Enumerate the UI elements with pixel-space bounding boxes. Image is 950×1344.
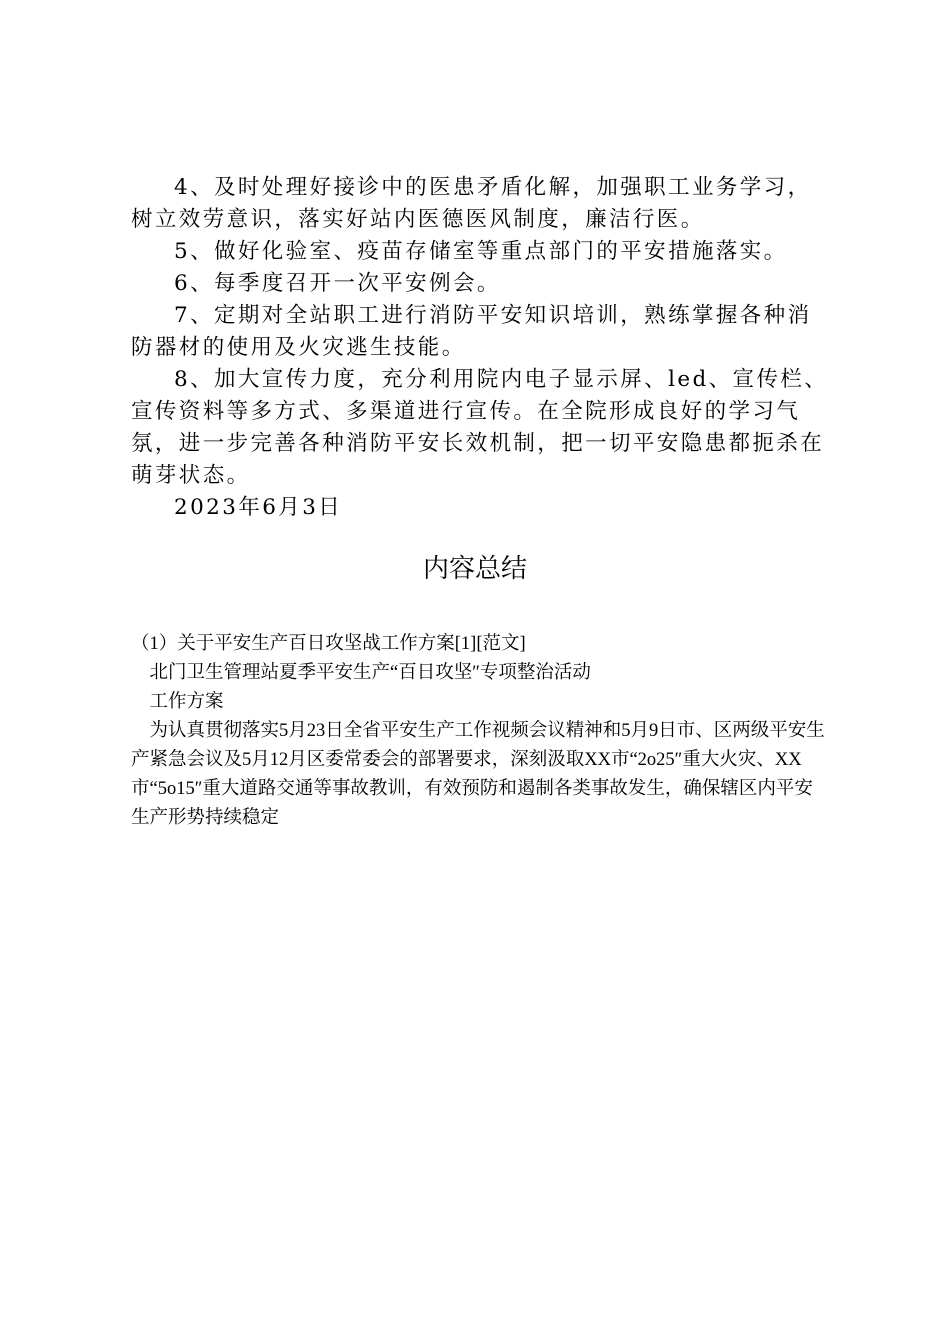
summary-heading: 内容总结 — [422, 554, 527, 584]
summary-line-title: （1）关于平安生产百日攻坚战工作方案[1][范文] — [131, 634, 526, 654]
summary-line-body: 为认真贯彻落实5月23日全省平安生产工作视频会议精神和5月9日市、区两级平安生产紧急会议及5月12月区委常委会的部署要求，深刻汲取XX市“2o25″重大火灾、XX市“5o15″重大道路交通等事故教训，有效预防和遏制各类事故发生，确保辖区内平安生产形势持续稳定 — [131, 721, 825, 828]
item-7-paragraph: 7、定期对全站职工进行消防平安知识培训，熟练掌握各种消防器材的使用及火灾逃生技能。 — [131, 303, 812, 360]
summary-line-activity: 北门卫生管理站夏季平安生产“百日攻坚″专项整治活动 — [149, 663, 591, 683]
item-8-paragraph: 8、加大宣传力度，充分利用院内电子显示屏、led、宣传栏、宣传资料等多方式、多渠道进行宣传。在全院形成良好的学习气氛，进一步完善各种消防平安长效机制，把一切平安隐患都扼杀在萌芽状态。 — [131, 367, 829, 488]
document-date: 2023年6月3日 — [174, 495, 343, 520]
summary-line-plan: 工作方案 — [149, 692, 224, 712]
summary-text — [131, 630, 831, 833]
item-6-paragraph: 6、每季度召开一次平安例会。 — [174, 271, 501, 296]
item-5-paragraph: 5、做好化验室、疫苗存储室等重点部门的平安措施落实。 — [174, 239, 788, 264]
item-4-paragraph: 4、及时处理好接诊中的医患矛盾化解，加强职工业务学习，树立效劳意识，落实好站内医德医风制度，廉洁行医。 — [131, 175, 812, 232]
body-text — [131, 172, 831, 524]
